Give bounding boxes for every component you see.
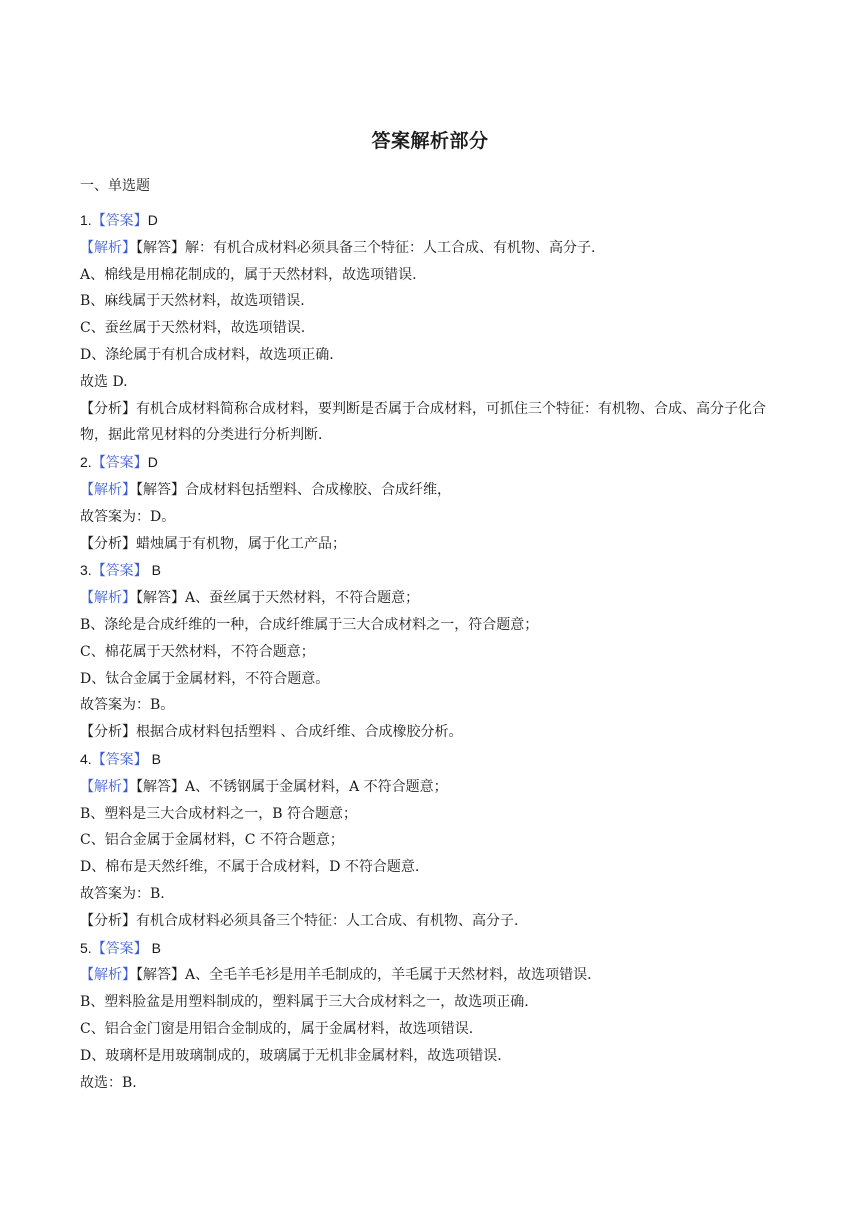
answer-line — [80, 449, 790, 477]
analysis-label: 【解析】 — [80, 967, 136, 984]
comment-line — [80, 908, 790, 935]
solution-detail-line: C、铝合金门窗是用铝合金制成的，属于金属材料，故选项错误. — [80, 1020, 474, 1037]
question-number: 2. — [80, 454, 92, 471]
comment-line — [80, 531, 790, 558]
solution-line — [80, 585, 790, 612]
section-heading: 一、单选题 — [80, 178, 150, 194]
solution-detail-line: C、蚕丝属于天然材料，故选项错误. — [80, 320, 306, 337]
solution-intro: A、蚕丝属于天然材料，不符合题意； — [185, 590, 420, 607]
answer-value: D — [147, 454, 158, 471]
answer-value: B — [147, 562, 161, 579]
question-block — [80, 449, 790, 557]
comment-text: 蜡烛属于有机物，属于化工产品； — [136, 535, 346, 552]
solution-detail-line: B、塑料脸盆是用塑料制成的，塑料属于三大合成材料之一，故选项正确. — [80, 994, 529, 1011]
answer-label: 【答案】 — [91, 751, 148, 768]
solution-detail-line: C、棉花属于天然材料，不符合题意； — [80, 643, 315, 660]
answer-line — [80, 207, 790, 235]
comment-label: 【分析】 — [80, 724, 136, 741]
answer-label: 【答案】 — [91, 563, 148, 580]
answer-line — [80, 746, 790, 774]
solution-line — [80, 477, 790, 504]
solution-label: 【解答】 — [136, 967, 185, 984]
question-number: 3. — [80, 562, 92, 579]
comment-label: 【分析】 — [80, 912, 136, 929]
question-block — [80, 746, 790, 935]
page-title: 答案解析部分 — [371, 130, 489, 152]
analysis-label: 【解析】 — [80, 778, 136, 795]
answer-label: 【答案】 — [91, 940, 148, 957]
solution-detail-line: D、涤纶属于有机合成材料，故选项正确. — [80, 346, 334, 363]
comment-label: 【分析】 — [80, 535, 136, 552]
answer-label: 【答案】 — [91, 455, 148, 472]
solution-line — [80, 774, 790, 801]
question-number: 1. — [80, 212, 92, 228]
solution-detail-line: D、玻璃杯是用玻璃制成的，玻璃属于无机非金属材料，故选项错误. — [80, 1047, 502, 1064]
solution-detail-line: A、棉线是用棉花制成的，属于天然材料，故选项错误. — [80, 266, 417, 283]
solution-intro: 解：有机合成材料必须具备三个特征：人工合成、有机物、高分子. — [185, 239, 596, 256]
question-block — [80, 557, 790, 746]
answer-line — [80, 557, 790, 585]
solution-intro: A、不锈钢属于金属材料，A 不符合题意； — [185, 778, 448, 795]
answer-line — [80, 935, 790, 963]
solution-intro: 合成材料包括塑料、合成橡胶、合成纤维， — [185, 481, 451, 498]
solution-intro: A、全毛羊毛衫是用羊毛制成的，羊毛属于天然材料，故选项错误. — [185, 967, 592, 984]
question-number: 4. — [80, 750, 92, 767]
solution-label: 【解答】 — [136, 590, 185, 607]
solution-detail-line: C、铝合金属于金属材料，C 不符合题意； — [80, 832, 344, 849]
solution-detail-line: D、棉布是天然纤维，不属于合成材料，D 不符合题意. — [80, 859, 420, 876]
answer-label: 【答案】 — [91, 213, 148, 229]
answer-value: B — [147, 939, 161, 956]
answer-list — [80, 207, 790, 1096]
solution-detail-line: B、塑料是三大合成材料之一，B 符合题意； — [80, 805, 358, 822]
question-block — [80, 935, 790, 1097]
answer-value: B — [147, 750, 161, 767]
solution-detail-line: D、钛合金属于金属材料，不符合题意。 — [80, 670, 330, 687]
analysis-label: 【解析】 — [80, 481, 136, 498]
solution-detail-line: 故答案为：B. — [80, 885, 165, 902]
solution-detail-line: B、麻线属于天然材料，故选项错误. — [80, 293, 305, 310]
comment-line — [80, 719, 790, 746]
comment-text: 有机合成材料简称合成材料，要判断是否属于合成材料，可抓住三个特征：有机物、合成、高分子化合物，据此常见材料的分类进行分析判断. — [80, 400, 766, 444]
solution-detail-line: 故选：B. — [80, 1074, 137, 1091]
solution-line — [80, 235, 790, 262]
solution-detail-line: 故答案为：B。 — [80, 697, 175, 714]
solution-detail-line: 故选 D. — [80, 373, 128, 390]
analysis-label: 【解析】 — [80, 239, 136, 256]
solution-label: 【解答】 — [136, 481, 185, 498]
answer-value: D — [147, 212, 158, 228]
solution-label: 【解答】 — [136, 239, 185, 256]
question-number: 5. — [80, 939, 92, 956]
comment-line — [80, 396, 790, 450]
solution-label: 【解答】 — [136, 778, 185, 795]
solution-line — [80, 962, 790, 989]
solution-detail-line: B、涤纶是合成纤维的一种，合成纤维属于三大合成材料之一，符合题意； — [80, 616, 539, 633]
analysis-label: 【解析】 — [80, 590, 136, 607]
comment-text: 根据合成材料包括塑料 、合成纤维、合成橡胶分析。 — [136, 724, 463, 741]
comment-text: 有机合成材料必须具备三个特征：人工合成、有机物、高分子. — [136, 912, 519, 929]
solution-detail-line: 故答案为：D。 — [80, 508, 176, 525]
question-block — [80, 207, 790, 449]
comment-label: 【分析】 — [80, 400, 136, 417]
